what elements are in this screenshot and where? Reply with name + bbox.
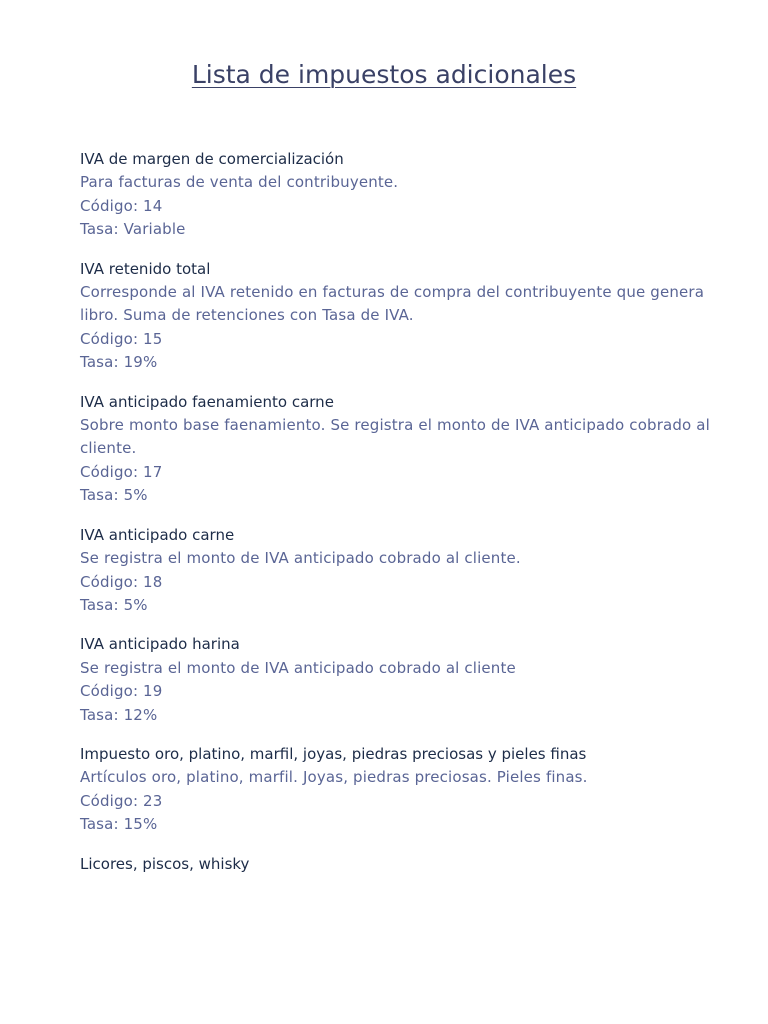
page-title [0,60,768,89]
tax-entry [80,853,720,876]
tax-code: Código: 19 [80,682,163,701]
tax-description: Para facturas de venta del contribuyente. [80,173,399,192]
tax-entry [80,391,720,508]
tax-code: Código: 14 [80,196,163,215]
tax-rate: Tasa: Variable [80,220,186,239]
tax-name: IVA anticipado carne [80,525,235,544]
tax-code: Código: 23 [80,791,163,810]
tax-rate: Tasa: 5% [80,486,148,505]
tax-list [80,148,720,892]
tax-name: Impuesto oro, platino, marfil, joyas, piedras preciosas y pieles finas [80,744,587,763]
tax-description: Artículos oro, platino, marfil. Joyas, piedras preciosas. Pieles finas. [80,768,588,787]
tax-description: Corresponde al IVA retenido en facturas de compra del contribuyente que genera libro. Suma de retenciones con Tasa de IVA. [80,283,705,325]
tax-name: Licores, piscos, whisky [80,854,250,873]
tax-rate: Tasa: 15% [80,815,158,834]
tax-name: IVA retenido total [80,259,211,278]
tax-rate: Tasa: 12% [80,705,158,724]
tax-entry [80,258,720,375]
tax-code: Código: 17 [80,462,163,481]
tax-name: IVA anticipado faenamiento carne [80,392,334,411]
tax-code: Código: 18 [80,572,163,591]
page-title-text: Lista de impuestos adicionales [191,60,577,89]
tax-entry [80,743,720,837]
tax-entry [80,148,720,242]
tax-entry [80,524,720,618]
tax-name: IVA anticipado harina [80,635,240,654]
tax-rate: Tasa: 19% [80,353,158,372]
tax-entry [80,633,720,727]
tax-code: Código: 15 [80,329,163,348]
tax-rate: Tasa: 5% [80,595,148,614]
tax-description: Sobre monto base faenamiento. Se registra el monto de IVA anticipado cobrado al cliente. [80,416,710,458]
tax-description: Se registra el monto de IVA anticipado cobrado al cliente [80,658,516,677]
tax-name: IVA de margen de comercialización [80,150,344,168]
tax-description: Se registra el monto de IVA anticipado cobrado al cliente. [80,549,521,568]
